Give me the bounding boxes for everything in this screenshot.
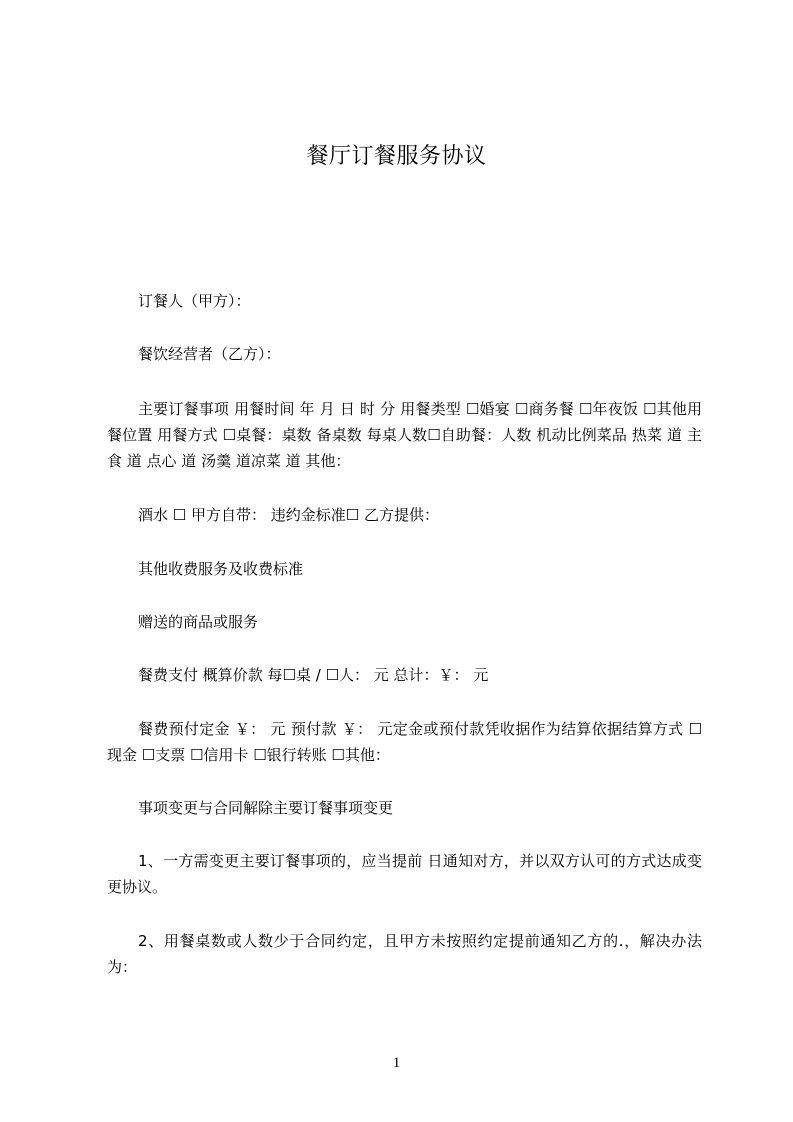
operator-party-b: 餐饮经营者（乙方）： [138,345,281,363]
drinks-clause: 酒水 ☐ 甲方自带： 违约金标准☐ 乙方提供： [138,506,439,524]
document-title: 餐厅订餐服务协议 [306,144,487,169]
gifts-clause: 赠送的商品或服务 [138,613,259,631]
main-order-items: 主要订餐事项 用餐时间 年 月 日 时 分 用餐类型 ☐婚宴 ☐商务餐 ☐年夜饭 ☐其他用餐位置 用餐方式 ☐桌餐：桌数 备桌数 每桌人数☐自助餐：人数 机动比例菜品 热菜 道 主食 道 点心 道 汤羹 道凉菜 道 其他： [107,400,702,470]
orderer-party-a: 订餐人（甲方）： [138,292,251,310]
change-clause-1: 1、一方需变更主要订餐事项的，应当提前 日通知对方，并以双方认可的方式达成变更协议。 [107,852,702,896]
payment-clause: 餐费支付 概算价款 每☐桌 / ☐人： 元 总计：￥： 元 [138,666,489,684]
other-fees-clause: 其他收费服务及收费标准 [138,560,304,578]
change-termination-heading: 事项变更与合同解除主要订餐事项变更 [138,799,394,817]
page-number: 1 [392,1055,401,1071]
change-clause-2: 2、用餐桌数或人数少于合同约定，且甲方未按照约定提前通知乙方的.，解决办法为： [107,932,702,976]
deposit-clause: 餐费预付定金 ￥： 元 预付款 ￥： 元定金或预付款凭收据作为结算依据结算方式 ☐现金 ☐支票 ☐信用卡 ☐银行转账 ☐其他： [107,720,702,764]
